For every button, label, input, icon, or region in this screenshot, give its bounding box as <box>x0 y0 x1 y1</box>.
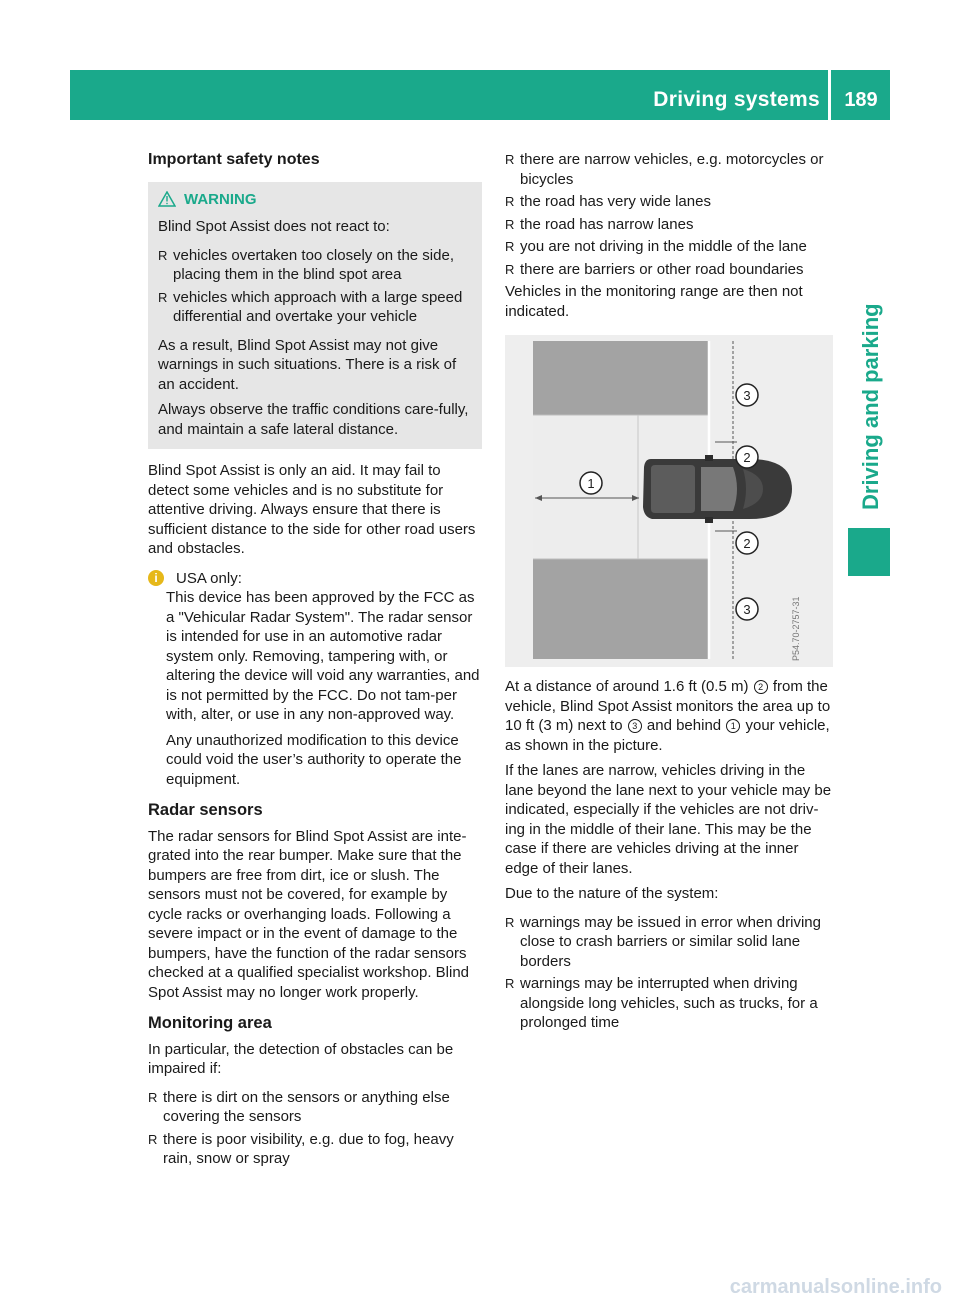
distance-paragraph: At a distance of around 1.6 ft (0.5 m) 2 from the vehicle, Blind Spot Assist monitors the area up to 10 ft (3 m) next to 3 and behind 1 your vehicle, as shown in the picture. <box>505 678 831 754</box>
list-item: R there is poor visibility, e.g. due to fog, heavy rain, snow or spray <box>148 1130 482 1169</box>
svg-text:3: 3 <box>743 602 751 617</box>
header-divider <box>828 70 831 120</box>
info-paragraph: Any unauthorized modification to this device could void the user’s authority to operate the equipment. <box>166 731 462 788</box>
svg-text:3: 3 <box>743 388 751 403</box>
info-icon: i <box>148 570 164 586</box>
list-item: R you are not driving in the middle of the lane <box>505 237 833 257</box>
warning-paragraph: As a result, Blind Spot Assist may not give warnings in such situations. There is a risk of an accident. <box>158 336 457 393</box>
callout-3-front <box>736 598 758 620</box>
warning-paragraph: Always observe the traffic conditions care-fully, and maintain a safe lateral distance. <box>158 401 469 438</box>
callout-1 <box>580 472 602 494</box>
callout-3-rear <box>736 384 758 406</box>
info-header <box>148 569 482 589</box>
warning-header <box>158 190 472 210</box>
list-item: R the road has very wide lanes <box>505 192 833 212</box>
header-bar <box>70 70 890 120</box>
ref-1: 1 <box>726 719 740 733</box>
monitoring-area-diagram <box>505 335 833 667</box>
footer-watermark: carmanualsonline.info <box>729 1276 942 1298</box>
warning-label: WARNING <box>184 190 257 208</box>
warning-intro: Blind Spot Assist does not react to: <box>158 218 390 235</box>
list-item: R there are narrow vehicles, e.g. motorcycles or bicycles <box>505 150 833 189</box>
list-item: R there are barriers or other road boundaries <box>505 260 833 280</box>
list-item: R there is dirt on the sensors or anything else covering the sensors <box>148 1088 482 1127</box>
right-column <box>505 150 833 1036</box>
svg-text:2: 2 <box>743 450 751 465</box>
callout-2-front <box>736 532 758 554</box>
monitoring-heading: Monitoring area <box>148 1014 272 1032</box>
callout-2-rear <box>736 446 758 468</box>
list-item: R the road has narrow lanes <box>505 215 833 235</box>
warning-triangle-icon <box>158 191 176 207</box>
info-body <box>148 588 482 789</box>
nature-paragraph: Due to the nature of the system: <box>505 885 719 902</box>
front-zone <box>533 559 709 659</box>
warning-box <box>148 182 482 450</box>
list-item: R warnings may be issued in error when driving close to crash barriers or similar solid lane borders <box>505 913 833 972</box>
info-paragraph: This device has been approved by the FCC as a "Vehicular Radar System". The radar sensor is intended for use in an automotive radar system only. Removing, tampering with, or altering the device will void any warranties, and is not permitted by the FCC. Do not tam-per with, alter, or use in any non-approved way. <box>166 589 480 723</box>
rear-zone <box>533 341 709 415</box>
narrow-lanes-paragraph: If the lanes are narrow, vehicles driving in the lane beyond the lane next to your vehicle may be indicated, especially if the vehicles are not driv-ing in the middle of their lane. This may be the case if there are vehicles driving at the inner edge of their lanes. <box>505 762 832 877</box>
left-column <box>148 150 482 1172</box>
section-title: Driving systems <box>653 88 820 111</box>
info-label: USA only: <box>176 569 242 587</box>
svg-text:1: 1 <box>587 476 595 491</box>
side-tab-marker <box>848 528 890 576</box>
car-icon <box>643 455 792 523</box>
radar-paragraph: The radar sensors for Blind Spot Assist are inte-grated into the rear bumper. Make sure that the bumpers are free from dirt, ice or slush. The sensors must not be covered, for example by cycle racks or overhanging loads. Following a severe impact or in the event of damage to the bumpers, have the function of the radar sensors checked at a qualified specialist workshop. Blind Spot Assist may no longer work properly. <box>148 827 470 1001</box>
ref-3: 3 <box>628 719 642 733</box>
figure-code: P54.70-2757-31 <box>791 596 801 661</box>
aid-paragraph: Blind Spot Assist is only an aid. It may fail to detect some vehicles and is no substitute for attentive driving. Always ensure that there is sufficient distance to the side for other road users and obstacles. <box>148 462 476 557</box>
side-tab-label: Driving and parking <box>858 303 883 510</box>
monitoring-paragraph: In particular, the detection of obstacles can be impaired if: <box>148 1040 454 1077</box>
list-item: R warnings may be interrupted when driving alongside long vehicles, such as trucks, for a prolonged time <box>505 974 833 1033</box>
safety-heading: Important safety notes <box>148 151 320 168</box>
svg-text:2: 2 <box>743 536 751 551</box>
list-item: R vehicles which approach with a large speed differential and overtake your vehicle <box>158 288 472 327</box>
page-number: 189 <box>844 89 878 111</box>
ref-2: 2 <box>754 680 768 694</box>
not-indicated-paragraph: Vehicles in the monitoring range are then not indicated. <box>505 283 803 320</box>
radar-heading: Radar sensors <box>148 801 263 819</box>
list-item: R vehicles overtaken too closely on the side, placing them in the blind spot area <box>158 246 472 285</box>
